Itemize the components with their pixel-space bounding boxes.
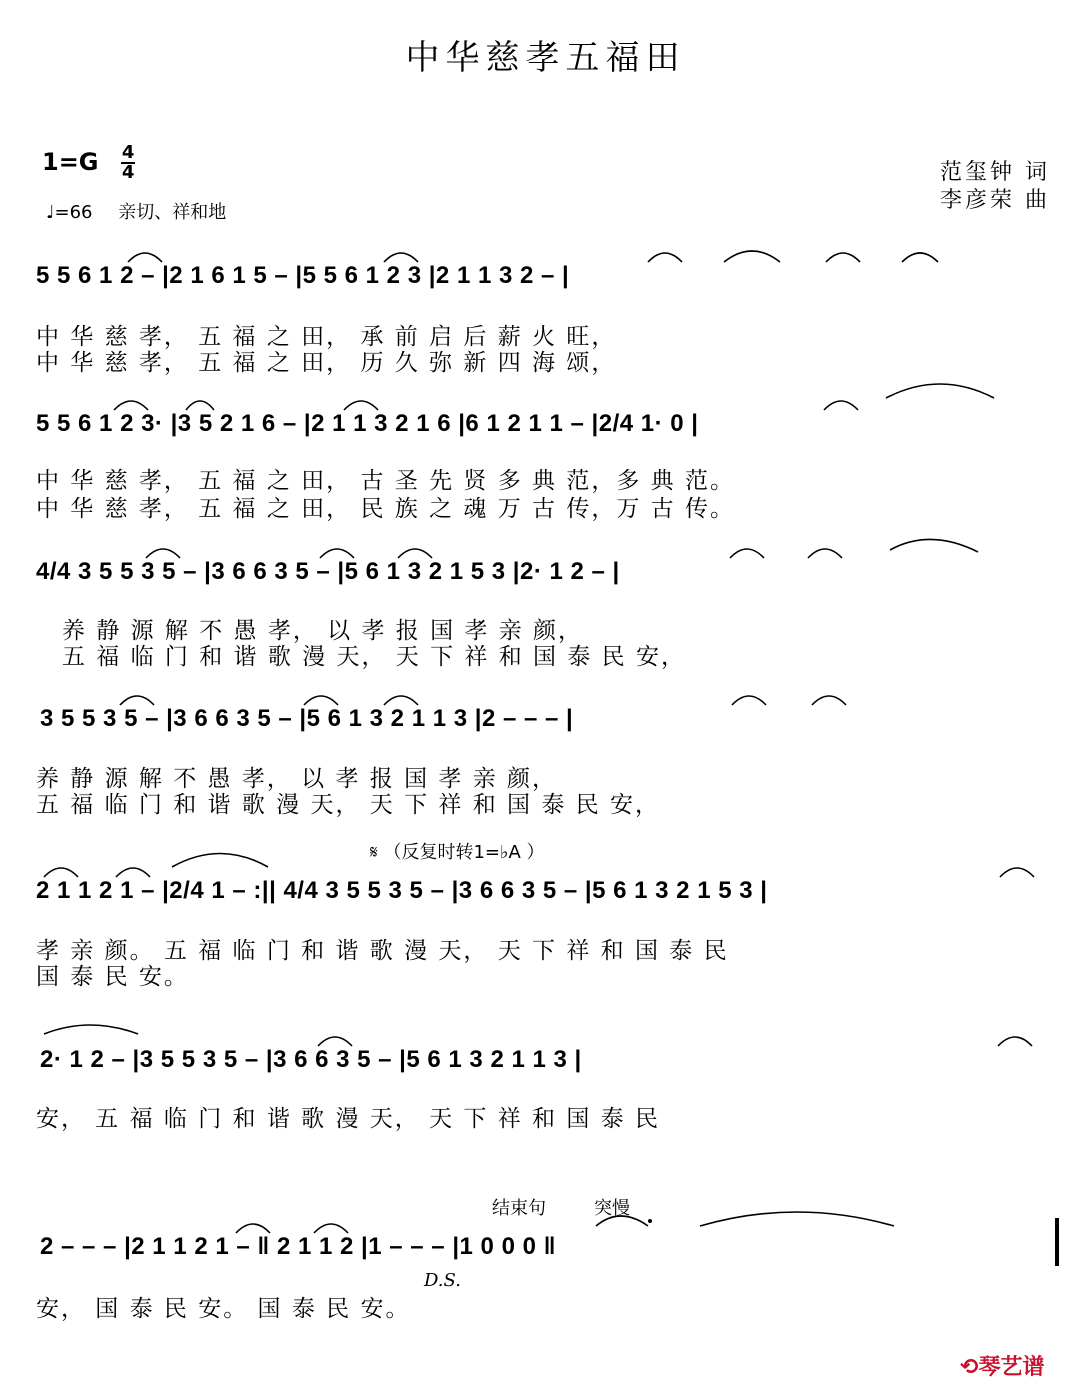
ending-label: 结束句 xyxy=(492,1198,546,1219)
slur xyxy=(384,696,418,705)
lyrics-row-1-verse-2: 中 华 慈 孝， 五 福 之 田， 历 久 弥 新 四 海 颂， xyxy=(36,350,617,376)
slur xyxy=(886,384,994,398)
slur xyxy=(1000,868,1034,877)
lyrics-row-3-verse-2: 五 福 临 门 和 谐 歌 漫 天， 天 下 祥 和 国 泰 民 安， xyxy=(62,644,686,670)
slur xyxy=(114,401,148,410)
slur xyxy=(824,401,858,410)
slur xyxy=(902,253,938,262)
slur xyxy=(344,401,378,410)
time-top: 4 xyxy=(121,142,135,163)
lyrics-row-5-verse-1: 孝 亲 颜。 五 福 临 门 和 谐 歌 漫 天， 天 下 祥 和 国 泰 民 xyxy=(36,938,729,964)
notation-row-6: 2· 1 2 – |3 5 5 3 5 – |3 6 6 3 5 – |5 6 1 3 2 1 1 3 | xyxy=(40,1046,582,1073)
slur xyxy=(890,539,978,552)
slur xyxy=(186,401,214,410)
lyrics-row-5-verse-2: 国 泰 民 安。 xyxy=(36,964,189,990)
expression: 亲切、祥和地 xyxy=(118,202,227,223)
slur xyxy=(304,696,338,705)
slur xyxy=(172,854,268,868)
slur xyxy=(808,549,842,558)
slur xyxy=(320,549,354,558)
lyrics-row-6-verse-1: 安， 五 福 临 门 和 谐 歌 漫 天， 天 下 祥 和 国 泰 民 xyxy=(36,1106,660,1132)
lyrics-row-4-verse-1: 养 静 源 解 不 愚 孝， 以 孝 报 国 孝 亲 颜， xyxy=(36,766,558,792)
watermark-logo xyxy=(960,1350,1044,1381)
slur xyxy=(44,868,78,877)
notation-row-3: 4/4 3 5 5 3 5 – |3 6 6 3 5 – |5 6 1 3 2 1 5 3 |2· 1 2 – | xyxy=(36,558,620,585)
notation-row-1: 5 5 6 1 2 – |2 1 6 1 5 – |5 5 6 1 2 3 |2 1 1 3 2 – | xyxy=(36,262,570,289)
notation-row-7: 2 – – – |2 1 1 2 1 – ‖ 2 1 1 2 |1 – – – |1 0 0 0 ‖ xyxy=(40,1233,557,1260)
time-bottom: 4 xyxy=(121,162,135,183)
slur xyxy=(398,549,432,558)
slur xyxy=(146,549,180,558)
slur xyxy=(812,696,846,705)
dal-segno-label: D.S. xyxy=(424,1270,461,1291)
watermark-text: 琴艺谱 xyxy=(978,1355,1045,1380)
lyrics-row-7-verse-1: 安， 国 泰 民 安。 国 泰 民 安。 xyxy=(36,1296,411,1322)
repeat-annotation: 𝄋 （反复时转1=♭A ） xyxy=(370,842,545,863)
slur xyxy=(128,253,162,262)
notation-row-4: 3 5 5 3 5 – |3 6 6 3 5 – |5 6 1 3 2 1 1 3 |2 – – – | xyxy=(40,705,574,732)
lyrics-row-4-verse-2: 五 福 临 门 和 谐 歌 漫 天， 天 下 祥 和 国 泰 民 安， xyxy=(36,792,660,818)
ritard-label: 突慢 xyxy=(594,1198,630,1219)
composer: 李彦荣 曲 xyxy=(940,188,1050,213)
slur xyxy=(116,868,150,877)
slur xyxy=(596,1216,648,1226)
quarter-note-icon: ♩ xyxy=(46,202,55,223)
slur xyxy=(730,549,764,558)
slur xyxy=(826,253,860,262)
slur xyxy=(120,696,154,705)
slur xyxy=(700,1212,894,1226)
slur xyxy=(998,1037,1032,1046)
slur xyxy=(314,1224,348,1233)
tempo-value: =66 xyxy=(54,202,93,223)
lyrics-row-1-verse-1: 中 华 慈 孝， 五 福 之 田， 承 前 启 后 薪 火 旺， xyxy=(36,324,617,350)
slur xyxy=(732,696,766,705)
final-barline xyxy=(1055,1218,1059,1266)
page-title: 中华慈孝五福田 xyxy=(405,38,686,78)
slur xyxy=(724,251,780,262)
lyrics-row-3-verse-1: 养 静 源 解 不 愚 孝， 以 孝 报 国 孝 亲 颜， xyxy=(62,618,584,644)
slur xyxy=(44,1025,138,1034)
lyrics-row-2-verse-2: 中 华 慈 孝， 五 福 之 田， 民 族 之 魂 万 古 传，万 古 传。 xyxy=(36,496,735,522)
slur xyxy=(648,253,682,262)
lyrics-row-2-verse-1: 中 华 慈 孝， 五 福 之 田， 古 圣 先 贤 多 典 范，多 典 范。 xyxy=(36,468,735,494)
logo-icon: ⟲ xyxy=(960,1355,979,1380)
fermata-dot xyxy=(648,1219,652,1223)
notation-row-2: 5 5 6 1 2 3· |3 5 2 1 6 – |2 1 1 3 2 1 6 |6 1 2 1 1 – |2/4 1· 0 | xyxy=(36,410,699,437)
slur xyxy=(384,253,418,262)
slur xyxy=(318,1037,352,1046)
notation-row-5: 2 1 1 2 1 – |2/4 1 – :|| 4/4 3 5 5 3 5 – |3 6 6 3 5 – |5 6 1 3 2 1 5 3 | xyxy=(36,877,768,904)
lyricist: 范玺钟 词 xyxy=(940,160,1050,185)
key-text: 1=G xyxy=(42,148,99,176)
slur xyxy=(236,1224,270,1233)
